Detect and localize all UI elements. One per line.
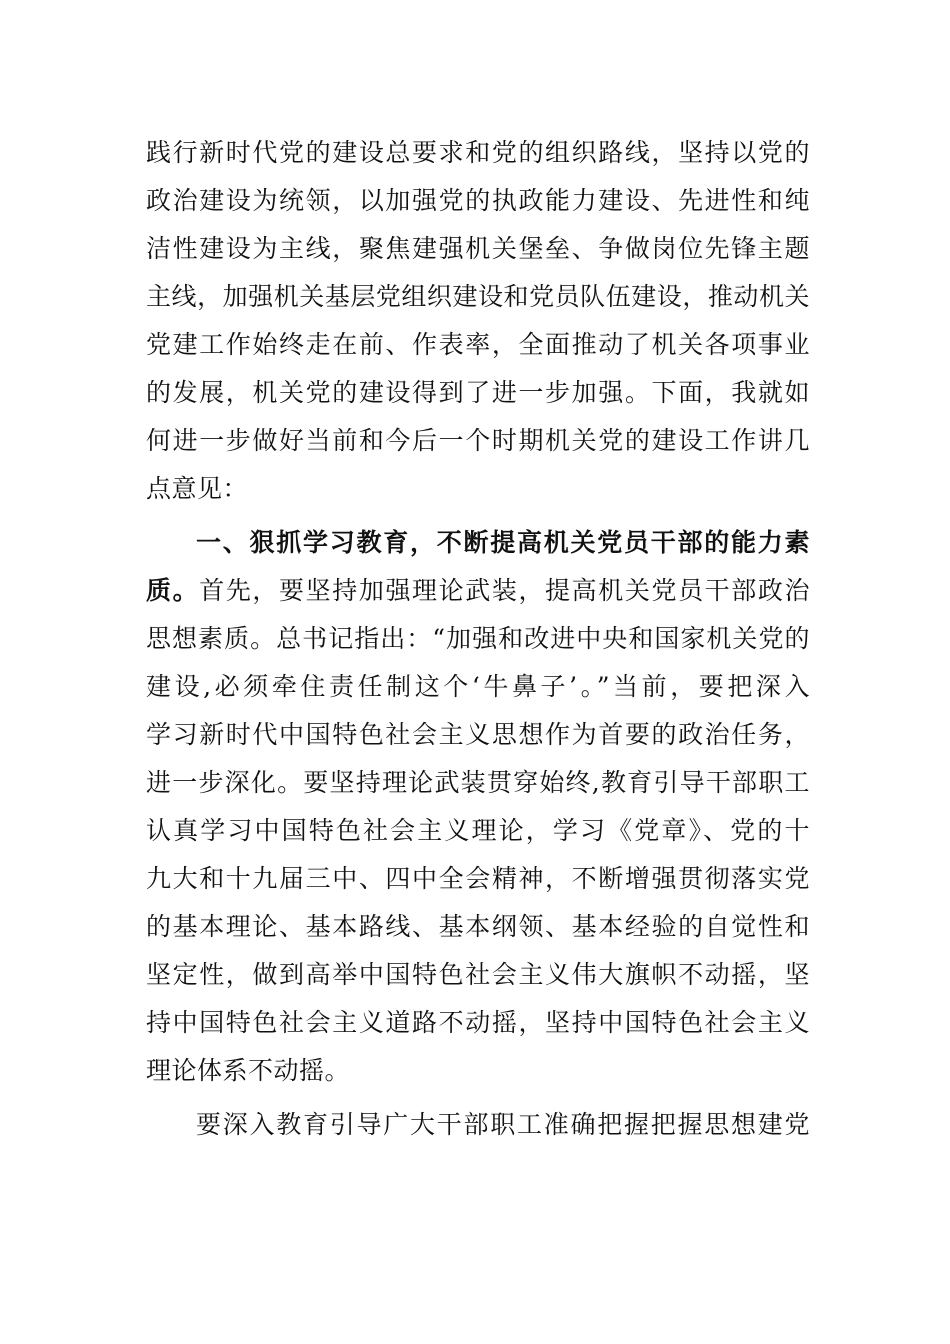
text-line: 的发展，机关党的建设得到了进一步加强。下面，我就如 [146,378,810,407]
document-body [146,129,810,1149]
text-line: 点意见： [146,474,249,503]
section-heading-end: 质。 [146,576,200,605]
paragraph-3 [146,1101,810,1149]
text-line: 学习新时代中国特色社会主义思想作为首要的政治任务， [146,720,810,749]
text-line: 主线，加强机关基层党组织建设和党员队伍建设，推动机关 [146,282,810,311]
text-line: 进一步深化。要坚持理论武装贯穿始终,教育引导干部职工 [146,768,810,797]
text-line: 理论体系不动摇。 [146,1056,351,1085]
text-line: 坚定性，做到高举中国特色社会主义伟大旗帜不动摇，坚 [146,960,810,989]
paragraph-2 [146,519,810,1095]
text-line: 践行新时代党的建设总要求和党的组织路线，坚持以党的 [146,138,810,167]
text-line: 九大和十九届三中、四中全会精神，不断增强贯彻落实党 [146,864,810,893]
text-line-rest: 首先，要坚持加强理论武装，提高机关党员干部政治 [199,576,810,605]
text-line: 的基本理论、基本路线、基本纲领、基本经验的自觉性和 [146,912,810,941]
text-line: 何进一步做好当前和今后一个时期机关党的建设工作讲几 [146,426,810,455]
text-line: 认真学习中国特色社会主义理论，学习《党章》、党的十 [146,816,810,845]
text-line: 思想素质。总书记指出：“加强和改进中央和国家机关党的 [146,624,810,653]
text-line: 持中国特色社会主义道路不动摇，坚持中国特色社会主义 [146,1008,810,1037]
text-line: 建设,必须牵住责任制这个‘牛鼻子’。”当前，要把深入 [146,672,810,701]
text-line: 洁性建设为主线，聚焦建强机关堡垒、争做岗位先锋主题 [146,234,810,263]
text-line [146,567,810,615]
text-line: 党建工作始终走在前、作表率，全面推动了机关各项事业 [146,330,810,359]
paragraph-1 [146,129,810,513]
text-line: 政治建设为统领，以加强党的执政能力建设、先进性和纯 [146,186,810,215]
text-line: 要深入教育引导广大干部职工准确把握把握思想建党 [196,1110,810,1139]
section-heading: 一、狠抓学习教育，不断提高机关党员干部的能力素 [196,528,810,557]
